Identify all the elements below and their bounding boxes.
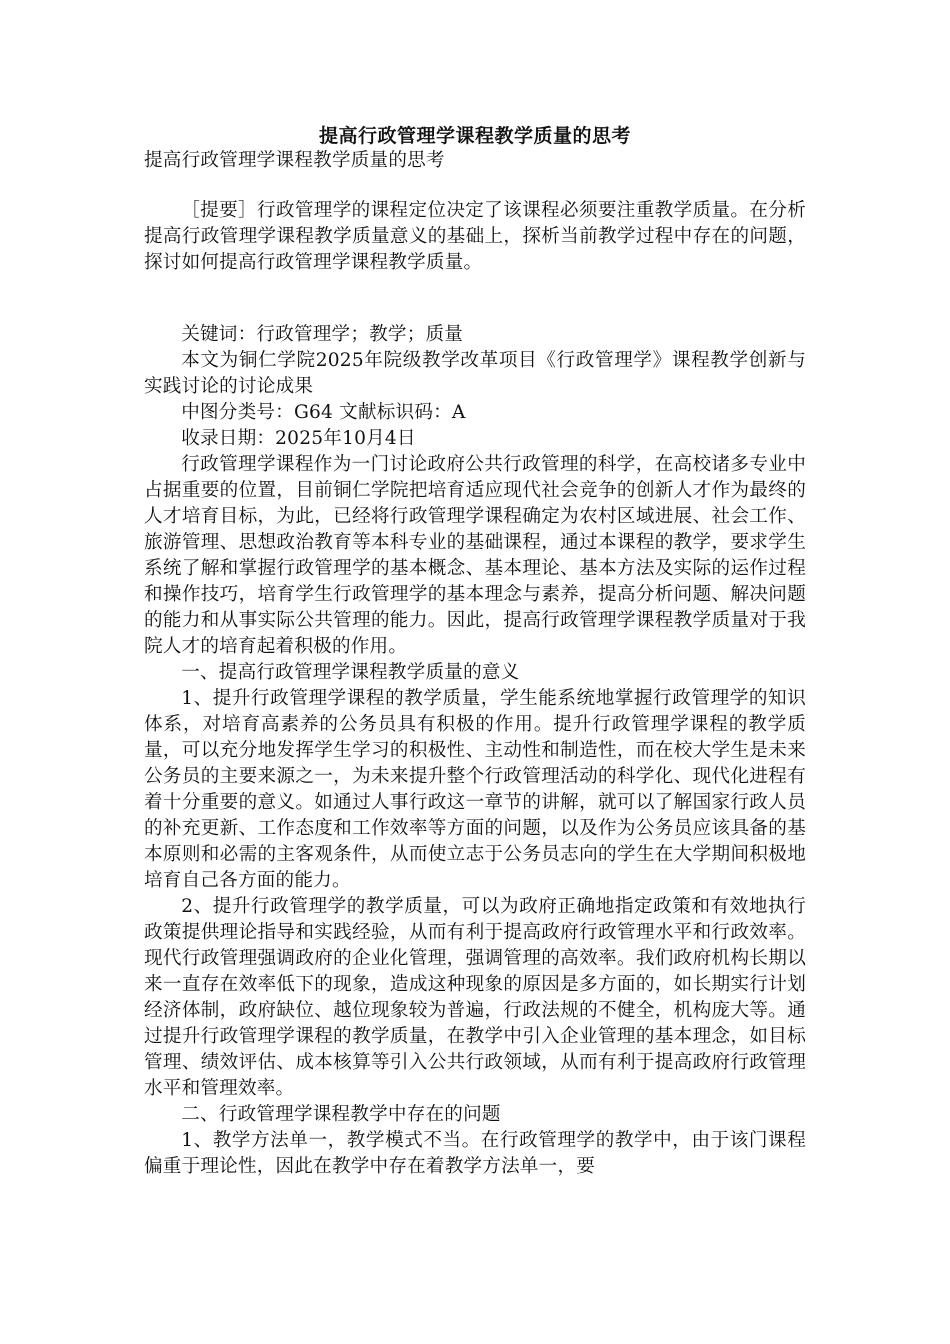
funding-note: 本文为铜仁学院2025年院级教学改革项目《行政管理学》课程教学创新与实践讨论的讨论成果 <box>144 350 806 397</box>
document-title: 提高行政管理学课程教学质量的思考 <box>318 125 631 147</box>
section1-paragraph-2: 2、提升行政管理学的教学质量，可以为政府正确地指定政策和有效地执行政策提供理论指导和实践经验，从而有利于提高政府行政管理水平和行政效率。现代行政管理强调政府的企业化管理，强调管理的高效率。我们政府机构长期以来一直存在效率低下的现象，造成这种现象的原因是多方面的，如长期实行计划经济体制，政府缺位、越位现象较为普遍，行政法规的不健全，机构庞大等。通过提升行政管理学课程的教学质量，在教学中引入企业管理的基本理念，如目标管理、绩效评估、成本核算等引入公共行政领域，从而有利于提高政府行政管理水平和管理效率。 <box>144 896 806 1099</box>
subtitle-text: 提高行政管理学课程教学质量的思考 <box>144 150 445 171</box>
section2-paragraph-1: 1、教学方法单一，教学模式不当。在行政管理学的教学中，由于该门课程偏重于理论性，因此在教学中存在着教学方法单一，要 <box>144 1130 806 1177</box>
classification-line: 中图分类号：G64 文献标识码：A <box>181 402 466 423</box>
document-subtitle <box>144 148 806 174</box>
main-content <box>144 322 806 1180</box>
received-date: 收录日期：2025年10月4日 <box>181 428 416 449</box>
abstract-text: ［提要］行政管理学的课程定位决定了该课程必须要注重教学质量。在分析提高行政管理学课程教学质量意义的基础上，探析当前教学过程中存在的问题，探讨如何提高行政管理学课程教学质量。 <box>144 200 806 273</box>
section1-paragraph-1: 1、提升行政管理学课程的教学质量，学生能系统地掌握行政管理学的知识体系，对培育高素养的公务员具有积极的作用。提升行政管理学课程的教学质量，可以充分地发挥学生学习的积极性、主动性和制造性，而在校大学生是未来公务员的主要来源之一，为未来提升整个行政管理活动的科学化、现代化进程有着十分重要的意义。如通过人事行政这一章节的讲解，就可以了解国家行政人员的补充更新、工作态度和工作效率等方面的问题，以及作为公务员应该具备的基本原则和必需的主客观条件，从而使立志于公务员志向的学生在大学期间积极地培育自己各方面的能力。 <box>144 688 806 891</box>
abstract-block <box>144 198 806 276</box>
intro-paragraph: 行政管理学课程作为一门讨论政府公共行政管理的科学，在高校诸多专业中占据重要的位置，目前铜仁学院把培育适应现代社会竞争的创新人才作为最终的人才培育目标，为此，已经将行政管理学课程确定为农村区域进展、社会工作、旅游管理、思想政治教育等本科专业的基础课程，通过本课程的教学，要求学生系统了解和掌握行政管理学的基本概念、基本理论、基本方法及实际的运作过程和操作技巧，培育学生行政管理学的基本理念与素养，提高分析问题、解决问题的能力和从事实际公共管理的能力。因此，提高行政管理学课程教学质量对于我院人才的培育起着积极的作用。 <box>144 454 806 657</box>
section-heading-2: 二、行政管理学课程教学中存在的问题 <box>181 1104 501 1125</box>
keywords-line: 关键词：行政管理学；教学；质量 <box>181 324 464 345</box>
section-heading-1: 一、提高行政管理学课程教学质量的意义 <box>181 662 520 683</box>
